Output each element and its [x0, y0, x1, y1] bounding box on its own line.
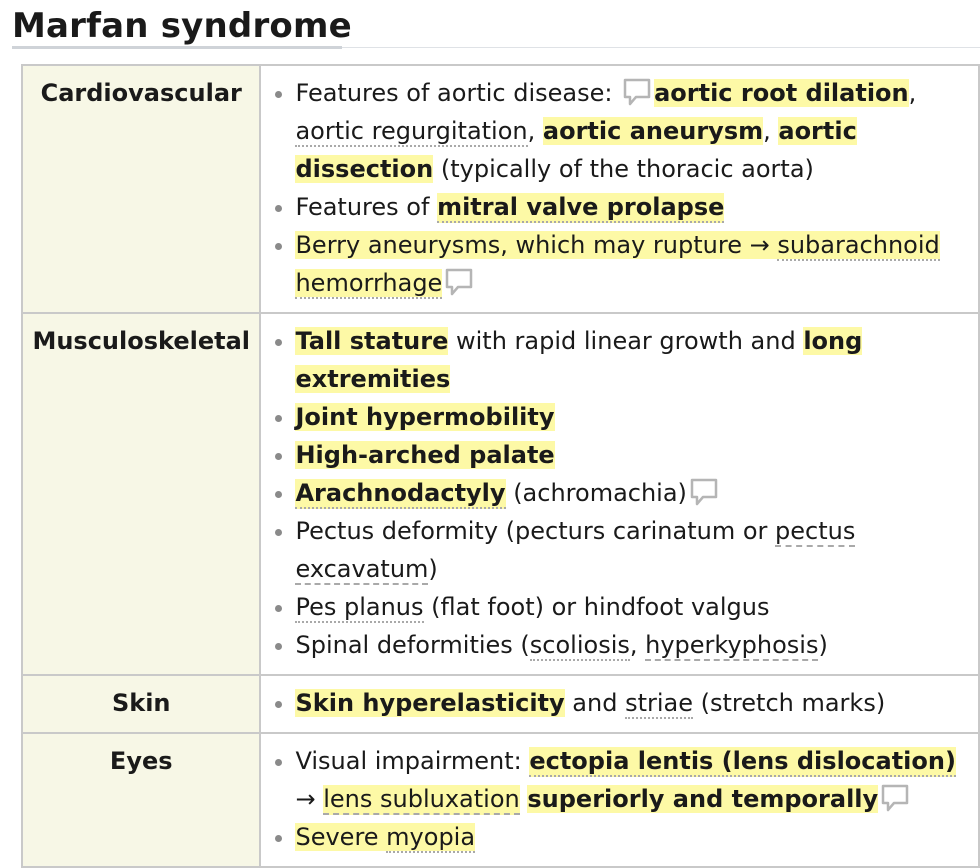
finding-text: (stretch marks): [693, 689, 886, 717]
finding-text: (flat foot) or hindfoot valgus: [423, 593, 770, 621]
finding-text: ,: [763, 117, 779, 145]
table-row: [22, 675, 979, 733]
finding-superiorly-and-temporally: superiorly and temporally: [527, 785, 879, 813]
finding-text: ,: [908, 79, 917, 107]
finding-text: Berry aneurysms, which may rupture →: [295, 231, 778, 259]
findings-skin: [260, 675, 979, 733]
list-item: [271, 398, 970, 436]
finding-text: Visual impairment:: [295, 747, 530, 775]
finding-ectopia-lentis[interactable]: ectopia lentis (lens dislocation): [529, 747, 956, 775]
list-item: [271, 818, 970, 856]
finding-aortic-root-dilation: aortic root dilation: [654, 79, 909, 107]
finding-text: ): [428, 555, 438, 583]
title-divider: [342, 47, 980, 48]
page-title: Marfan syndrome: [12, 6, 352, 46]
finding-text: ): [818, 631, 828, 659]
link-striae[interactable]: striae: [625, 689, 694, 717]
category-musculoskeletal: Musculoskeletal: [22, 313, 260, 675]
finding-text: (typically of the thoracic aorta): [433, 155, 814, 183]
finding-aortic-dissection: aortic dissection: [295, 117, 857, 183]
list-item: [271, 436, 970, 474]
finding-text: →: [295, 785, 324, 813]
list-item: [271, 74, 970, 188]
list-item: [271, 188, 970, 226]
comment-icon[interactable]: [689, 477, 719, 507]
category-eyes: Eyes: [22, 733, 260, 867]
finding-long-extremities: long extremities: [295, 327, 863, 393]
table-row: [22, 65, 979, 313]
findings-musculoskeletal: [260, 313, 979, 675]
list-item: [271, 226, 970, 302]
finding-high-arched-palate: High-arched palate: [295, 441, 555, 469]
comment-icon[interactable]: [880, 783, 910, 813]
finding-text: ,: [629, 631, 646, 659]
list-item: [271, 684, 970, 722]
finding-mitral-valve-prolapse[interactable]: mitral valve prolapse: [437, 193, 725, 221]
finding-text: and: [564, 689, 626, 717]
link-aortic-regurgitation[interactable]: aortic regurgitation: [295, 117, 528, 145]
finding-skin-hyperelasticity: Skin hyperelasticity: [295, 689, 565, 717]
list-item: [271, 512, 970, 588]
findings-eyes: [260, 733, 979, 867]
category-cardiovascular: Cardiovascular: [22, 65, 260, 313]
symptoms-table: [21, 64, 980, 868]
finding-text: (achromachia): [505, 479, 687, 507]
findings-cardiovascular: [260, 65, 979, 313]
link-pectus-excavatum[interactable]: pectus excavatum: [295, 517, 856, 583]
link-myopia[interactable]: myopia: [386, 823, 476, 851]
table-row: [22, 733, 979, 867]
list-item: [271, 322, 970, 398]
table-row: [22, 313, 979, 675]
finding-joint-hypermobility: Joint hypermobility: [295, 403, 555, 431]
link-subarachnoid-hemorrhage[interactable]: subarachnoid hemorrhage: [295, 231, 940, 297]
finding-text: Features of: [295, 193, 438, 221]
finding-text: with rapid linear growth and: [448, 327, 804, 355]
finding-text: Features of aortic disease:: [295, 79, 621, 107]
finding-text: Severe: [295, 823, 387, 851]
finding-arachnodactyly[interactable]: Arachnodactyly: [295, 479, 506, 507]
link-hyperkyphosis[interactable]: hyperkyphosis: [645, 631, 819, 659]
category-skin: Skin: [22, 675, 260, 733]
link-scoliosis[interactable]: scoliosis: [529, 631, 630, 659]
list-item: [271, 742, 970, 818]
finding-berry-aneurysms: [295, 231, 939, 297]
title-underline: [12, 46, 342, 49]
link-pes-planus[interactable]: Pes planus: [295, 593, 424, 621]
finding-severe-myopia: [295, 823, 475, 851]
finding-tall-stature: Tall stature: [295, 327, 449, 355]
list-item: [271, 588, 970, 626]
finding-text: Spinal deformities (: [295, 631, 530, 659]
list-item: [271, 474, 970, 512]
comment-icon[interactable]: [622, 77, 652, 107]
list-item: [271, 626, 970, 664]
comment-icon[interactable]: [444, 267, 474, 297]
finding-aortic-aneurysm: aortic aneurysm: [542, 117, 764, 145]
finding-text: Pectus deformity (pecturs carinatum or: [295, 517, 776, 545]
finding-text: ,: [527, 117, 543, 145]
link-lens-subluxation[interactable]: lens subluxation: [323, 785, 520, 813]
